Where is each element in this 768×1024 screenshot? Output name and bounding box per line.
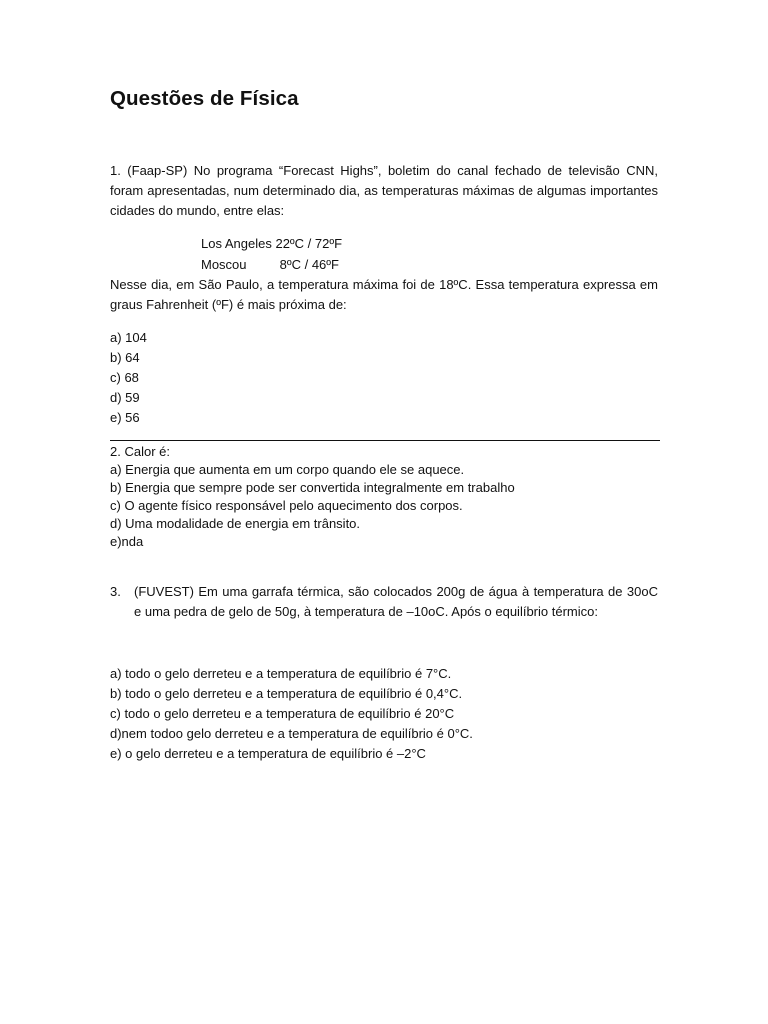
option-c: c) 68 [110,370,139,385]
option-a: a) todo o gelo derreteu e a temperatura de equilíbrio é 7°C. [110,666,452,681]
option-b: b) 64 [110,350,140,365]
city-temperature: 22ºC / 72ºF [275,236,343,251]
question-3-options [110,664,473,764]
option-e: e) o gelo derreteu e a temperatura de equilíbrio é –2°C [110,746,426,761]
option-e: e)nda [110,534,144,549]
option-b: b) todo o gelo derreteu e a temperatura de equilíbrio é 0,4°C. [110,686,463,701]
option-d: d) Uma modalidade de energia em trânsito. [110,516,361,531]
question-3-text: (FUVEST) Em uma garrafa térmica, são colocados 200g de água à temperatura de 30oC e uma pedra de gelo de 50g, à temperatura de –10oC. Após o equilíbrio térmico: [134,584,658,619]
question-1-text: 1. (Faap-SP) No programa “Forecast Highs”, boletim do canal fechado de televisão CNN, foram apresentadas, num determinado dia, as temperaturas máximas de algumas importantes cidades do mundo, entre elas: [110,163,658,218]
question-1-continuation: Nesse dia, em São Paulo, a temperatura máxima foi de 18ºC. Essa temperatura expressa em graus Fahrenheit (ºF) é mais próxima de: [110,277,658,312]
option-a: a) 104 [110,330,147,345]
city-name: Moscou [201,257,247,272]
option-c: c) todo o gelo derreteu e a temperatura de equilíbrio é 20°C [110,706,455,721]
section-divider [110,440,660,441]
option-d: d) 59 [110,390,140,405]
option-a: a) Energia que aumenta em um corpo quando ele se aquece. [110,462,465,477]
option-e: e) 56 [110,410,140,425]
question-2 [110,443,515,551]
option-b: b) Energia que sempre pode ser convertida integralmente em trabalho [110,480,515,495]
question-1-options [110,328,147,428]
city-name: Los Angeles [201,236,272,251]
question-2-title: 2. Calor é: [110,444,170,459]
city-los-angeles [201,234,342,254]
city-moscou [201,255,339,275]
option-d: d)nem todoo gelo derreteu e a temperatura de equilíbrio é 0°C. [110,726,473,741]
option-c: c) O agente físico responsável pelo aquecimento dos corpos. [110,498,463,513]
page-title: Questões de Física [110,87,299,110]
city-temperature: 8ºC / 46ºF [279,257,339,272]
question-3-number: 3. [110,584,121,599]
